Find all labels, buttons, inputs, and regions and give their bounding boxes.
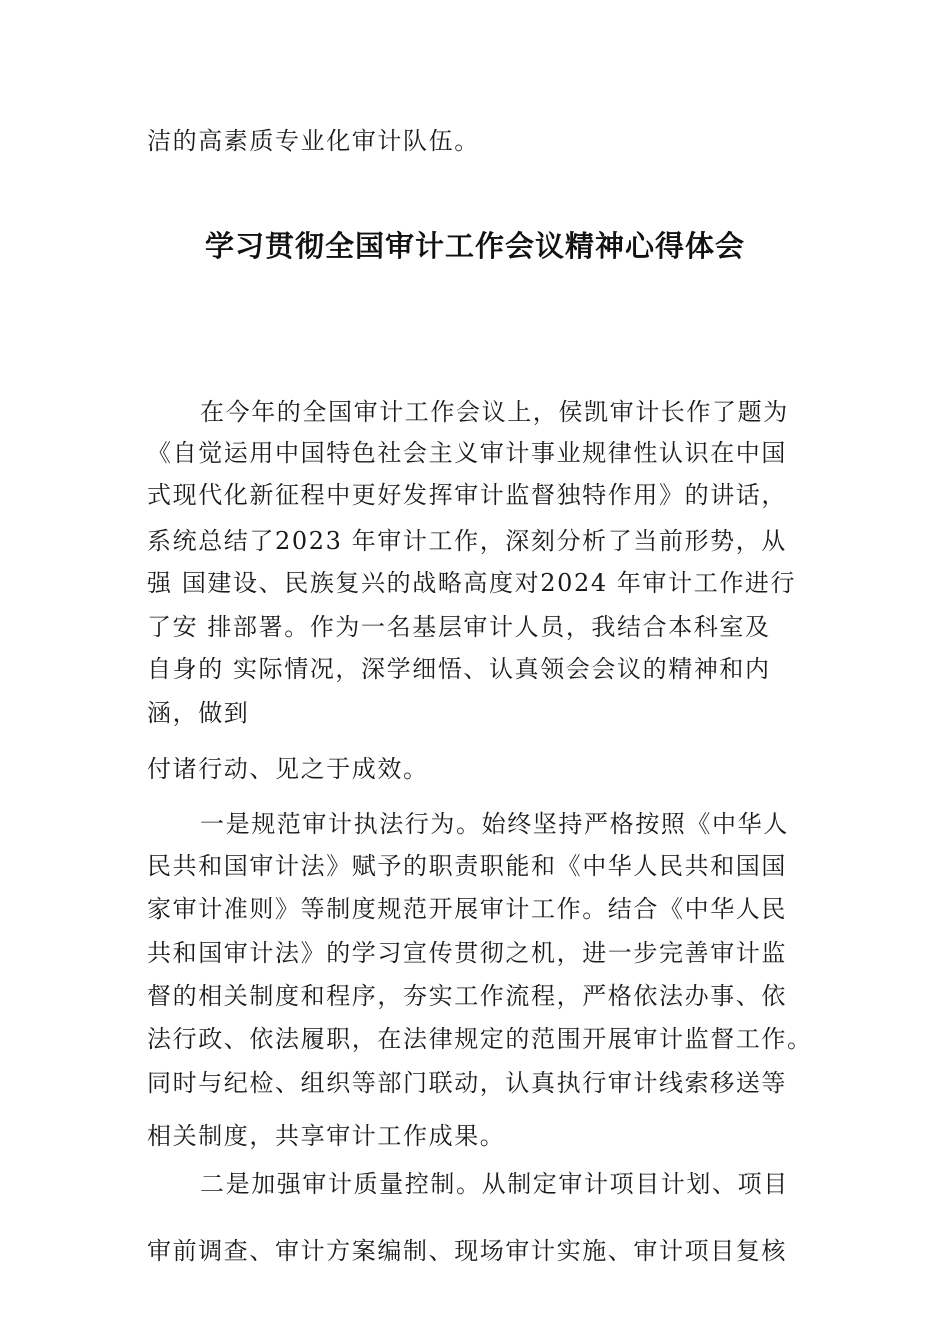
paragraph-line: 系统总结了2023 年审计工作，深刻分析了当前形势，从 [147,527,787,555]
carryover-text-line: 洁的高素质专业化审计队伍。 [147,127,480,155]
paragraph-line: 家审计准则》等制度规范开展审计工作。结合《中华人民 [147,895,787,923]
paragraph-line: 二是加强审计质量控制。从制定审计项目计划、项目 [200,1170,789,1198]
paragraph-line: 督的相关制度和程序，夯实工作流程，严格依法办事、依 [147,982,787,1010]
document-title: 学习贯彻全国审计工作会议精神心得体会 [204,229,745,263]
paragraph-line: 强 国建设、民族复兴的战略高度对2024 年审计工作进行 [147,569,797,597]
paragraph-line: 共和国审计法》的学习宣传贯彻之机，进一步完善审计监 [147,939,787,967]
paragraph-line: 《自觉运用中国特色社会主义审计事业规律性认识在中国 [147,439,787,467]
paragraph-line: 相关制度，共享审计工作成果。 [147,1122,506,1150]
paragraph-line: 同时与纪检、组织等部门联动，认真执行审计线索移送等 [147,1069,787,1097]
paragraph-line: 式现代化新征程中更好发挥审计监督独特作用》的讲话， [147,481,787,509]
paragraph-line: 付诸行动、见之于成效。 [147,755,429,783]
paragraph-line: 民共和国审计法》赋予的职责职能和《中华人民共和国国 [147,852,787,880]
paragraph-line: 自身的 实际情况，深学细悟、认真领会会议的精神和内 [147,655,771,683]
paragraph-line: 涵，做到 [147,699,250,727]
paragraph-line: 审前调查、审计方案编制、现场审计实施、审计项目复核 [147,1237,787,1265]
paragraph-line: 法行政、依法履职，在法律规定的范围开展审计监督工作。 [147,1025,813,1053]
paragraph-line: 一是规范审计执法行为。始终坚持严格按照《中华人 [200,810,789,838]
paragraph-line: 了安 排部署。作为一名基层审计人员，我结合本科室及 [147,613,771,641]
paragraph-line: 在今年的全国审计工作会议上，侯凯审计长作了题为 [200,398,789,426]
